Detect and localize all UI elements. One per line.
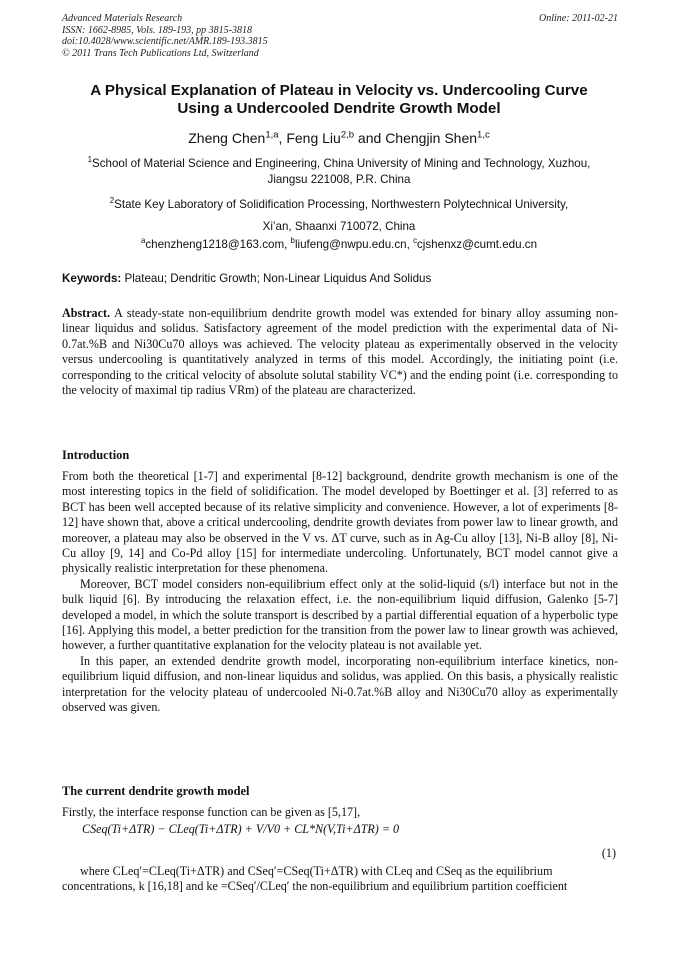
affiliation-1-line-2: Jiangsu 221008, P.R. China xyxy=(267,173,411,186)
paper-title xyxy=(40,82,638,118)
email-1[interactable]: chenzheng1218@163.com, xyxy=(145,238,291,251)
keywords-text: Plateau; Dendritic Growth; Non-Linear Liquidus And Solidus xyxy=(121,272,432,285)
title-line-1: A Physical Explanation of Plateau in Velocity vs. Undercooling Curve xyxy=(90,82,588,99)
intro-paragraph-1: From both the theoretical [1-7] and experimental [8-12] background, dendrite growth mechanism is one of the most interesting topics in the field of solidification. The model developed by Boettinger et al. [3] referred to as BCT has been well accepted because of its relative simplicity and convenience. However, a lot of experiments [8-12] have shown that, above a critical undercooling, dendrite growth deviates from power law to linear growth, and moreover, a plateau may also be observed in the V vs. ΔT curve, such as in Ag-Cu alloy [13], Ni-B alloy [8], Ni-Cu alloy [9, 14] and Co-Pd alloy [15] for intermediate undercoling. Unfortunately, BCT model cannot give a physically realistic interpretation for these phenomena. xyxy=(62,469,618,576)
where-line-2: concentrations, k [16,18] and ke =CSeq′/CLeq′ the non-equilibrium and equilibrium partition coefficient xyxy=(62,879,568,894)
abstract-label: Abstract. xyxy=(62,306,111,320)
author-3-mark: 1,c xyxy=(477,129,490,141)
journal-header xyxy=(62,13,618,59)
author-3: Chengjin Shen xyxy=(385,130,478,146)
affiliation-1-number: 1 xyxy=(87,155,92,165)
journal-name: Advanced Materials Research xyxy=(62,13,183,24)
author-separator: and xyxy=(354,130,386,146)
email-3[interactable]: cjshenxz@cumt.edu.cn xyxy=(417,238,538,251)
abstract xyxy=(62,306,618,398)
affiliation-2-number: 2 xyxy=(109,196,115,206)
email-mark: a xyxy=(140,236,146,246)
abstract-text: A steady-state non-equilibrium dendrite growth model was extended for binary alloy assuming non-linear liquidus and solidus. Satisfactory agreement of the model prediction with the experimental data of Ni-0.7at.%B and Ni30Cu70 alloys was achieved. The velocity plateau as experimentally observed in the velocity versus undercooling is quantitatively analyzed in terms of this model. Accordingly, the initiating point (i.e. corresponding to the critical velocity of absolute solutal stability VC*) and the ending point (i.e. corresponding to the velocity of maximal tip radius VRm) of the plateau are characterized. xyxy=(62,306,618,398)
email-mark: b xyxy=(290,236,295,246)
equation-number: (1) xyxy=(601,846,616,860)
author-2: Feng Liu xyxy=(286,130,341,146)
email-2[interactable]: liufeng@nwpu.edu.cn, xyxy=(294,238,414,251)
intro-paragraph-3: In this paper, an extended dendrite growth model, incorporating non-equilibrium interface kinetics, non-equilibrium liquid diffusion, and non-linear liquidus and solidus, was applied. On this basis, a physically realistic interpretation for the velocity plateau of undercooled Ni-0.7at.%B alloy and Ni30Cu70 alloy as experimentally observed was given. xyxy=(62,653,618,715)
model-heading: The current dendrite growth model xyxy=(62,784,250,798)
affiliation-1 xyxy=(58,156,620,188)
model-where-text xyxy=(62,864,618,895)
author-1: Zheng Chen xyxy=(188,130,266,146)
equation-1 xyxy=(82,822,618,856)
email-list xyxy=(58,237,620,253)
affiliation-2 xyxy=(58,194,620,238)
email-mark: c xyxy=(413,236,417,246)
online-date: Online: 2011-02-21 xyxy=(539,13,618,24)
author-2-mark: 2,b xyxy=(340,129,355,141)
author-1-mark: 1,a xyxy=(265,129,279,141)
intro-paragraph-2: Moreover, BCT model considers non-equilibrium effect only at the solid-liquid (s/l) interface but not in the bulk liquid [6]. By introducing the relaxation effect, i.e. the non-equilibrium liquid diffusion, Galenko [5-7] developed a model, in which the solute transport is described by a partial differential equation of a hyperbolic type [16]. Applying this model, a better prediction for the transition from the power law to linear growth was achieved, however, a further quantitative explanation for the velocity plateau is not available yet. xyxy=(62,576,618,653)
copyright-line: © 2011 Trans Tech Publications Ltd, Switzerland xyxy=(62,47,259,59)
title-line-2: Using a Undercooled Dendrite Growth Model xyxy=(177,100,501,117)
author-separator: , xyxy=(278,130,287,146)
doi-line[interactable]: doi:10.4028/www.scientific.net/AMR.189-193.3815 xyxy=(62,36,268,47)
equation-text: CSeq(Ti+ΔTR) − CLeq(Ti+ΔTR) + V/V0 + CL*N(V,Ti+ΔTR) = 0 xyxy=(82,822,400,836)
keywords xyxy=(62,272,618,285)
model-intro: Firstly, the interface response function can be given as [5,17], xyxy=(62,805,361,819)
introduction-body xyxy=(62,469,618,716)
issn-line: ISSN: 1662-8985, Vols. 189-193, pp 3815-3818 xyxy=(62,24,252,36)
introduction-heading: Introduction xyxy=(62,448,130,462)
affiliation-1-line-1: School of Material Science and Engineering, China University of Mining and Technology, Xuzhou, xyxy=(91,157,591,170)
affiliation-2-line-1: State Key Laboratory of Solidification Processing, Northwestern Polytechnical University, xyxy=(114,198,569,211)
keywords-label: Keywords: xyxy=(62,272,122,285)
where-line-1: where CLeq′=CLeq(Ti+ΔTR) and CSeq′=CSeq(Ti+ΔTR) with CLeq and CSeq as the equilibrium xyxy=(80,864,553,878)
affiliation-2-line-2: Xi’an, Shaanxi 710072, China xyxy=(262,220,416,233)
author-list xyxy=(40,130,638,146)
